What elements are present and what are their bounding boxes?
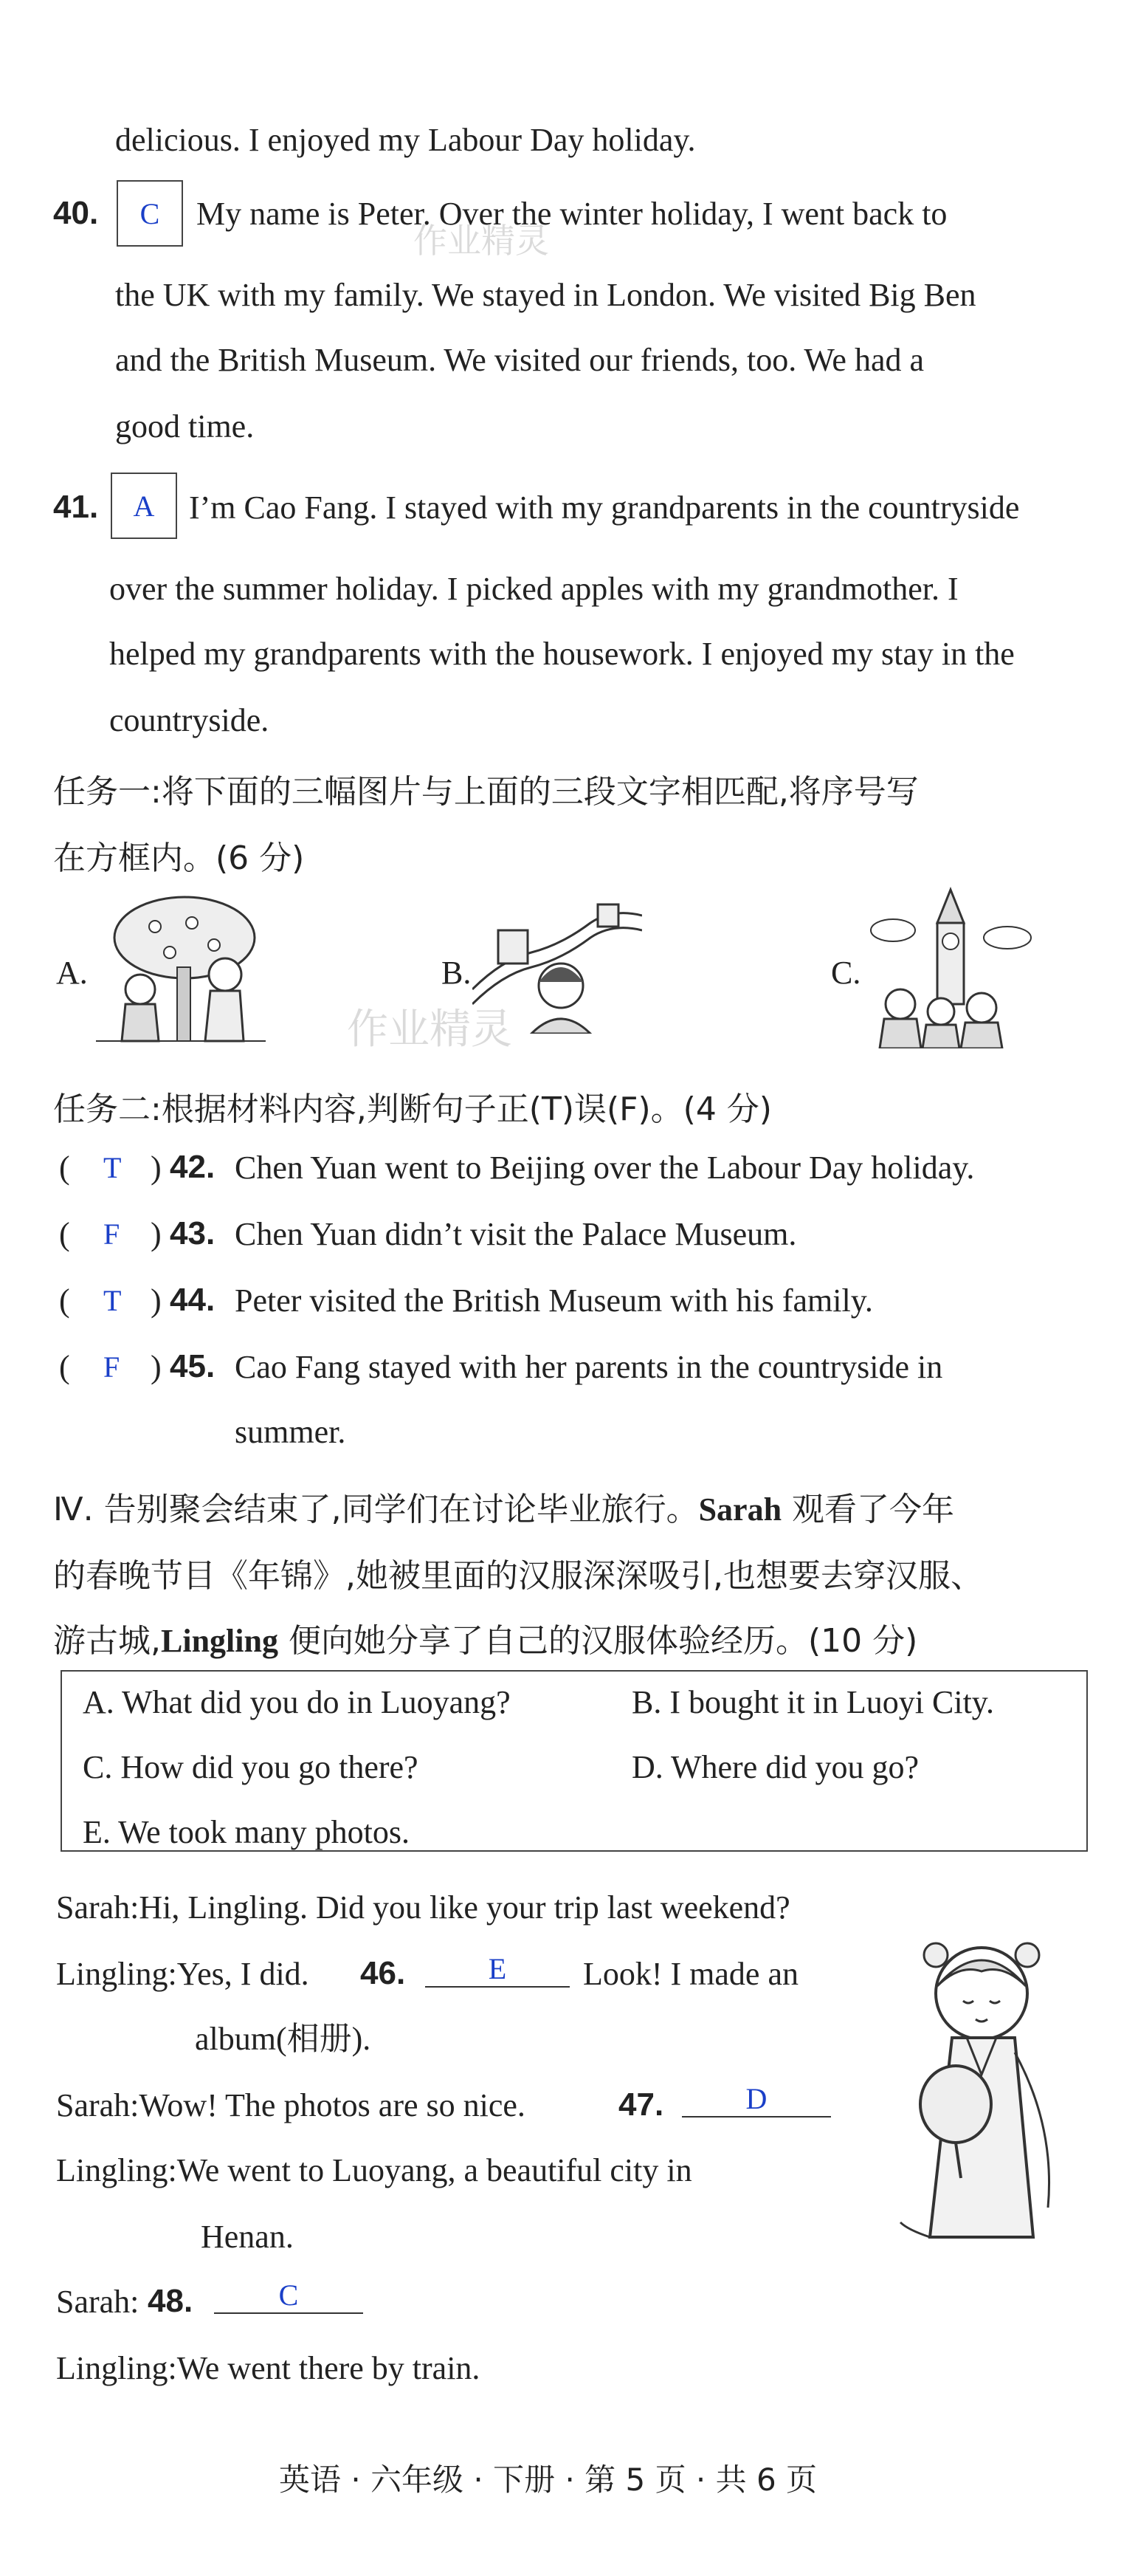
q42-answer[interactable]: T xyxy=(103,1151,122,1184)
dialogue-line5: Sarah: xyxy=(56,2284,139,2320)
q40-answer: C xyxy=(139,196,160,230)
section4-post1: 观看了今年 xyxy=(782,1491,955,1528)
q48-blank[interactable] xyxy=(214,2276,363,2314)
q44-number: 44. xyxy=(170,1282,215,1318)
q45-text-cont: summer. xyxy=(235,1414,346,1450)
q45-answer[interactable]: F xyxy=(103,1350,120,1384)
q47-answer: D xyxy=(745,2082,768,2115)
q44-text: Peter visited the British Museum with his family. xyxy=(235,1282,873,1319)
task1-line2: 在方框内。(6 分) xyxy=(53,839,305,877)
q43-text: Chen Yuan didn’t visit the Palace Museum. xyxy=(235,1216,797,1252)
apple-picking-picture xyxy=(96,893,266,1048)
q41-line2: over the summer holiday. I picked apples with my grandmother. I xyxy=(109,571,959,607)
section4-lingling: Lingling xyxy=(161,1623,278,1659)
passage-end-line: delicious. I enjoyed my Labour Day holiday. xyxy=(115,122,696,158)
dialogue-line2-cont: album(相册). xyxy=(195,2021,371,2057)
q40-line3: and the British Museum. We visited our friends, too. We had a xyxy=(115,342,925,378)
dialogue-line6 xyxy=(56,2352,480,2385)
dialogue-line2-start xyxy=(56,1958,309,1991)
q45-number: 45. xyxy=(170,1348,215,1384)
paren-open: ( xyxy=(59,1216,70,1252)
hanfu-girl-illustration xyxy=(878,1934,1085,2244)
q41-number: 41. xyxy=(53,489,99,525)
task2-heading: 任务二:根据材料内容,判断句子正(T)误(F)。(4 分) xyxy=(53,1090,772,1128)
option-e: E. We took many photos. xyxy=(83,1814,410,1850)
watermark: 作业精灵 xyxy=(413,221,549,261)
q43-answer[interactable]: F xyxy=(103,1217,120,1251)
picture-label-b: B. xyxy=(441,955,472,991)
big-ben-picture xyxy=(863,886,1033,1048)
dialogue-text: Yes, I did. xyxy=(176,1956,309,1992)
section4-line2: 的春晚节目《年锦》,她被里面的汉服深深吸引,也想要去穿汉服、 xyxy=(53,1557,983,1595)
dialogue-text: Hi, Lingling. Did you like your trip last weekend? xyxy=(139,1889,790,1926)
section4-line3-post: 便向她分享了自己的汉服体验经历。(10 分) xyxy=(277,1622,918,1660)
q47-number: 47. xyxy=(618,2086,664,2123)
q48-number: 48. xyxy=(148,2283,193,2319)
paren-close: ) xyxy=(151,1216,162,1252)
section4-line3 xyxy=(53,1614,917,1661)
speaker-lingling: Lingling: xyxy=(56,2350,177,2386)
option-a: A. What did you do in Luoyang? xyxy=(83,1684,511,1720)
speaker-sarah: Sarah: xyxy=(56,1889,139,1926)
q40-number: 40. xyxy=(53,195,99,231)
q47-blank[interactable] xyxy=(682,2079,831,2118)
dialogue-text: We went there by train. xyxy=(176,2350,480,2386)
section4-line1 xyxy=(53,1483,954,1530)
option-d: D. Where did you go? xyxy=(632,1749,919,1785)
q48-answer: C xyxy=(278,2278,299,2312)
q46-number: 46. xyxy=(360,1955,406,1991)
q45-text: Cao Fang stayed with her parents in the countryside in xyxy=(235,1349,943,1385)
paren-close: ) xyxy=(151,1349,162,1385)
option-c: C. How did you go there? xyxy=(83,1749,418,1785)
q46-blank[interactable] xyxy=(425,1949,570,1988)
watermark-2: 作业精灵 xyxy=(347,1006,512,1054)
q43-number: 43. xyxy=(170,1215,215,1251)
section4-line3-pre: 游古城, xyxy=(53,1622,161,1660)
speaker-lingling: Lingling: xyxy=(56,2152,177,2188)
paren-open: ( xyxy=(59,1349,70,1385)
paren-close: ) xyxy=(151,1150,162,1186)
section4-sarah: Sarah xyxy=(698,1491,782,1528)
picture-label-c: C. xyxy=(831,955,861,991)
q40-line4: good time. xyxy=(115,408,255,444)
option-b: B. I bought it in Luoyi City. xyxy=(632,1684,994,1720)
dialogue-line2-after: Look! I made an xyxy=(583,1956,799,1992)
q41-answer-box[interactable] xyxy=(111,473,177,539)
dialogue-line4 xyxy=(56,2154,692,2187)
q42-text: Chen Yuan went to Beijing over the Labour Day holiday. xyxy=(235,1150,975,1186)
dialogue-text: Wow! The photos are so nice. xyxy=(139,2087,525,2123)
dialogue-line4-cont: Henan. xyxy=(201,2219,294,2255)
q41-line1: I’m Cao Fang. I stayed with my grandparents in the countryside xyxy=(189,490,1020,526)
dialogue-text: We went to Luoyang, a beautiful city in xyxy=(176,2152,692,2188)
paren-open: ( xyxy=(59,1282,70,1319)
q41-line3: helped my grandparents with the housework. I enjoyed my stay in the xyxy=(109,636,1015,672)
q42-number: 42. xyxy=(170,1149,215,1185)
q44-answer[interactable]: T xyxy=(103,1284,122,1317)
page-footer: 英语 · 六年级 · 下册 · 第 5 页 · 共 6 页 xyxy=(279,2462,818,2498)
paren-close: ) xyxy=(151,1282,162,1319)
q40-line1: My name is Peter. Over the winter holiday, I went back to xyxy=(196,196,948,232)
dialogue-line3 xyxy=(56,2089,525,2122)
speaker-lingling: Lingling: xyxy=(56,1956,177,1992)
task1-line1: 任务一:将下面的三幅图片与上面的三段文字相匹配,将序号写 xyxy=(53,773,919,811)
section4-pre: Ⅳ. 告别聚会结束了,同学们在讨论毕业旅行。 xyxy=(53,1491,699,1528)
q40-answer-box[interactable] xyxy=(117,180,183,247)
q40-line2: the UK with my family. We stayed in London. We visited Big Ben xyxy=(115,277,976,313)
paren-open: ( xyxy=(59,1150,70,1186)
speaker-sarah: Sarah: xyxy=(56,2087,139,2123)
q41-answer: A xyxy=(133,489,155,523)
q46-answer: E xyxy=(488,1952,507,1985)
q41-line4: countryside. xyxy=(109,702,269,738)
picture-label-a: A. xyxy=(56,955,88,991)
dialogue-line1 xyxy=(56,1889,790,1926)
